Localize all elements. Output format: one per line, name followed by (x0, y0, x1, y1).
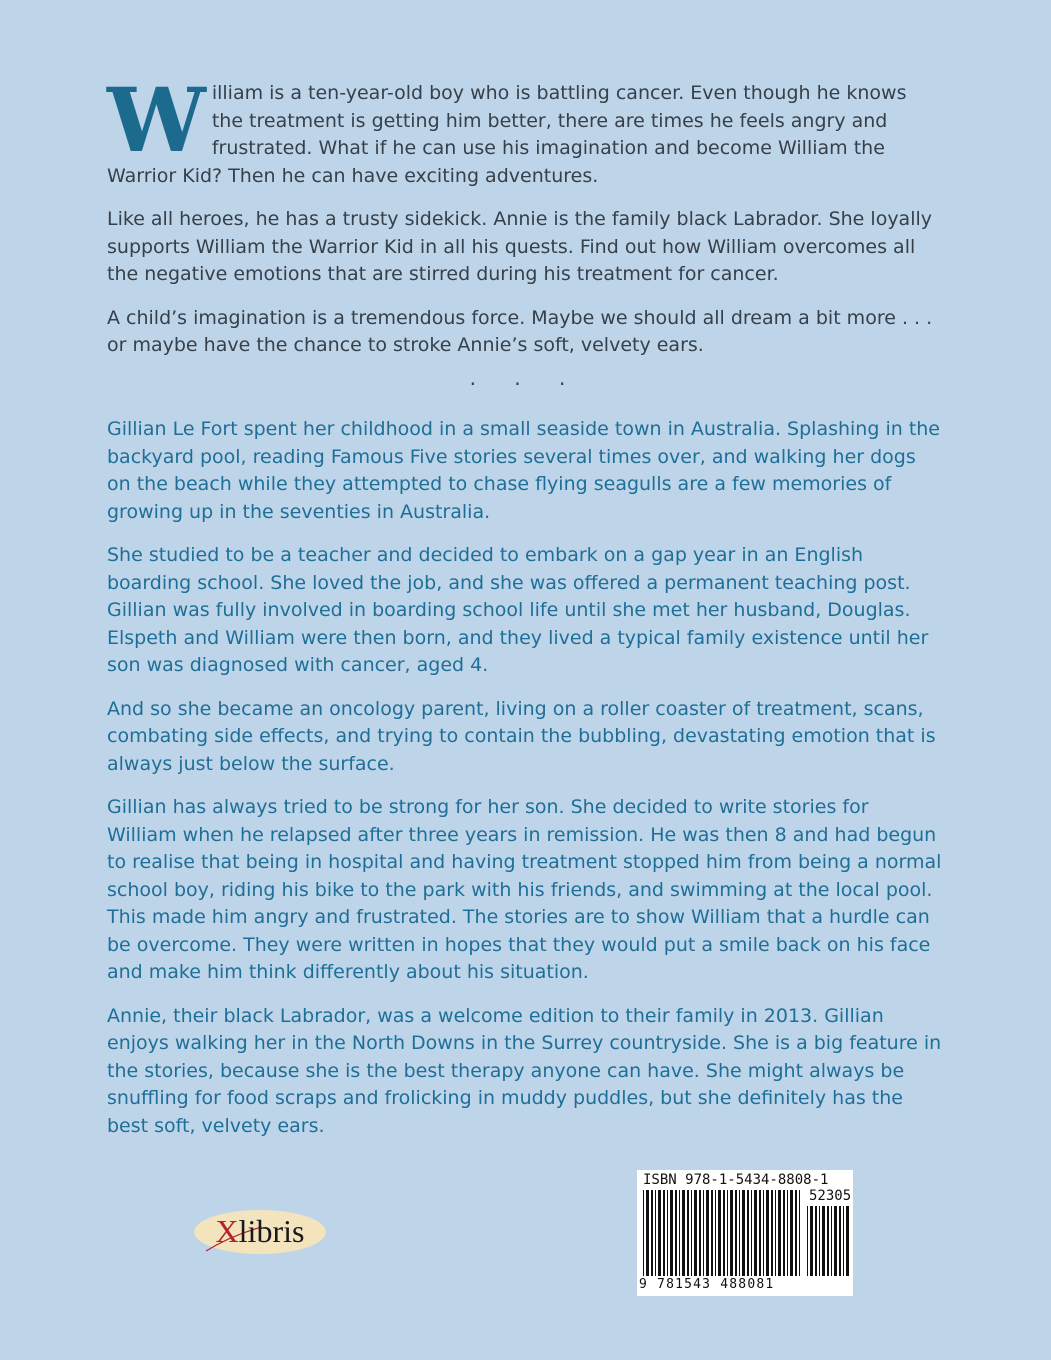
drop-cap-letter: W (107, 68, 206, 172)
publisher-logo (192, 1207, 328, 1257)
blurb-paragraph-1-text: illiam is a ten-year-old boy who is battling cancer. Even though he knows the treatment is getting him better, there are times he feels angry and frustrated. What if he can use his imagination and become William the Warrior Kid? Then he can have exciting adventures. (107, 82, 907, 187)
blurb-paragraph-2: Like all heroes, he has a trusty sidekick. Annie is the family black Labrador. She loyally supports William the Warrior Kid in all his quests. Find out how William overcomes all the negative emotions that are stirred during his treatment for cancer. (107, 208, 933, 285)
publisher-name (192, 1213, 328, 1250)
logo-rest-letters: libris (238, 1213, 305, 1249)
section-separator: . . . (469, 366, 582, 390)
ean-digits: 9 781543 488081 (639, 1277, 775, 1292)
isbn-number: ISBN 978-1-5434-8808-1 (643, 1172, 829, 1188)
back-cover-blurb (107, 68, 943, 376)
bio-paragraph-2: She studied to be a teacher and decided to embark on a gap year in an English boarding school. She loved the job, and she was offered a permanent teaching post. Gillian was fully involved in boarding school life until she met her husband, Douglas. Elspeth and William were then born, and they lived a typical family existence until her son was diagnosed with cancer, aged 4. (107, 544, 929, 676)
blurb-paragraph-1 (107, 68, 943, 190)
addon-barcode-bars-icon (807, 1206, 851, 1276)
bio-paragraph-3: And so she became an oncology parent, living on a roller coaster of treatment, scans, combating side effects, and trying to contain the bubbling, devastating emotion that is always just below the surface. (107, 697, 936, 775)
bio-paragraph-4: Gillian has always tried to be strong for her son. She decided to write stories for William when he relapsed after three years in remission. He was then 8 and had begun to realise that being in hospital and having treatment stopped him from being a normal school boy, riding his bike to the park with his friends, and swimming at the local pool. This made him angry and frustrated. The stories are to show William that a hurdle can be overcome. They were written in hopes that they would put a smile back on his face and make him think differently about his situation. (107, 796, 942, 983)
barcode-bars-icon (643, 1190, 803, 1276)
price-code: 52305 (809, 1188, 852, 1204)
logo-x-letter: X (215, 1213, 239, 1249)
blurb-paragraph-3: A child’s imagination is a tremendous force. Maybe we should all dream a bit more . . . or maybe have the chance to stroke Annie’s soft, velvety ears. (107, 306, 933, 356)
author-bio (107, 416, 943, 1156)
bio-paragraph-5: Annie, their black Labrador, was a welcome edition to their family in 2013. Gillian enjoys walking her in the North Downs in the Surrey countryside. She is a big feature in the stories, because she is the best therapy anyone can have. She might always be snuffling for food scraps and frolicking in muddy puddles, but she definitely has the best soft, velvety ears. (107, 1004, 942, 1137)
bio-paragraph-1: Gillian Le Fort spent her childhood in a small seaside town in Australia. Splashing in the backyard pool, reading Famous Five stories several times over, and walking her dogs on the beach while they attempted to chase flying seagulls are a few memories of growing up in the seventies in Australia. (107, 418, 940, 523)
isbn-barcode (637, 1170, 853, 1296)
